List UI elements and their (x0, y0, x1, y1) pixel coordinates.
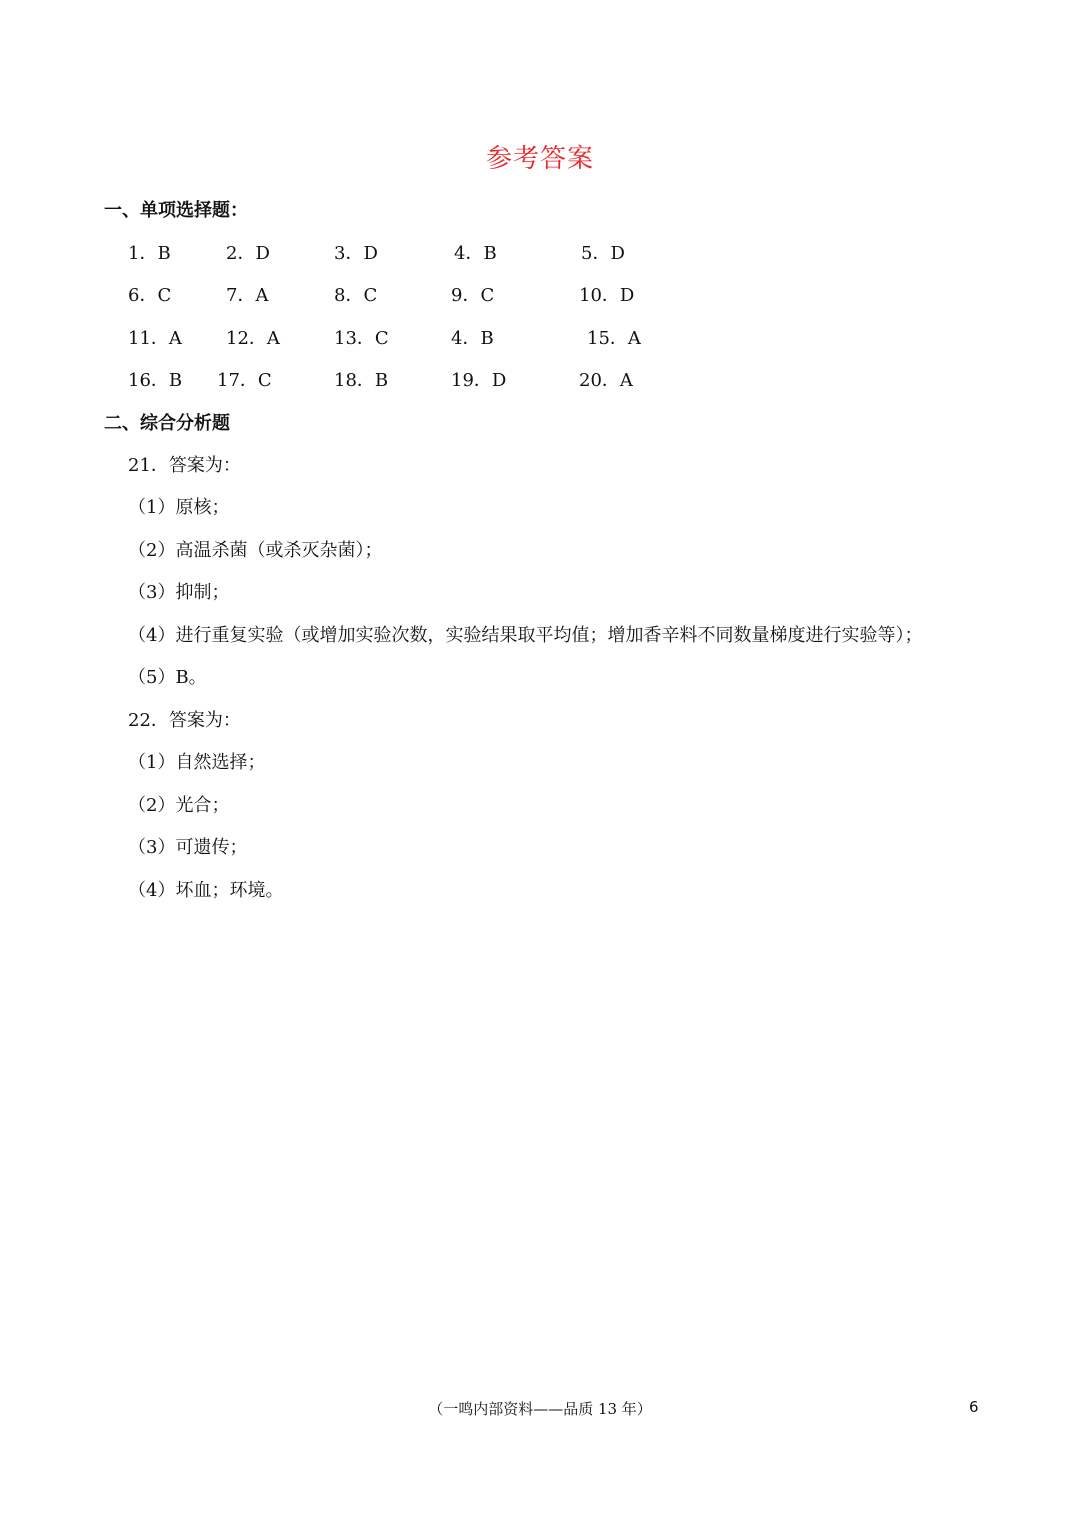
answer-item: 4．B (451, 328, 494, 349)
answer-item: 12．A (226, 328, 280, 349)
answer-item: 18．B (334, 370, 389, 391)
question-22-item: （4）坏血；环境。 (128, 880, 284, 901)
answer-item: 13．C (334, 328, 389, 349)
section-heading-analysis: 二、综合分析题 (104, 413, 230, 434)
question-22-item: （2）光合； (128, 795, 230, 816)
answer-item: 19．D (451, 370, 507, 391)
answer-item: 6．C (128, 285, 172, 306)
answer-item: 15．A (587, 328, 641, 349)
question-21-item: （5）B。 (128, 667, 207, 688)
question-21-item: （4）进行重复实验（或增加实验次数，实验结果取平均值；增加香辛料不同数量梯度进行实验等）； (128, 625, 923, 646)
answer-item: 8．C (334, 285, 378, 306)
page-footer: （一鸣内部资料——品质 13 年） (428, 1400, 652, 1418)
question-22-item: （1）自然选择； (128, 752, 266, 773)
page-number: 6 (969, 1398, 979, 1416)
question-21-item: （1）原核； (128, 497, 230, 518)
answer-item: 16．B (128, 370, 183, 391)
answer-item: 5．D (581, 243, 625, 264)
answer-item: 3．D (334, 243, 378, 264)
answer-item: 1．B (128, 243, 171, 264)
page-title: 参考答案 (485, 144, 594, 174)
question-22-label: 22．答案为： (128, 710, 241, 731)
question-22-item: （3）可遗传； (128, 837, 248, 858)
answer-item: 11．A (128, 328, 182, 349)
answer-item: 4．B (454, 243, 497, 264)
answer-item: 10．D (579, 285, 635, 306)
section-heading-multiple-choice: 一、单项选择题： (104, 200, 248, 221)
answer-item: 9．C (451, 285, 495, 306)
question-21-label: 21．答案为： (128, 455, 241, 476)
question-21-item: （3）抑制； (128, 582, 230, 603)
answer-item: 2．D (226, 243, 270, 264)
answer-item: 20．A (579, 370, 633, 391)
answer-item: 17．C (217, 370, 272, 391)
question-21-item: （2）高温杀菌（或杀灭杂菌）； (128, 540, 383, 561)
answer-item: 7．A (226, 285, 269, 306)
